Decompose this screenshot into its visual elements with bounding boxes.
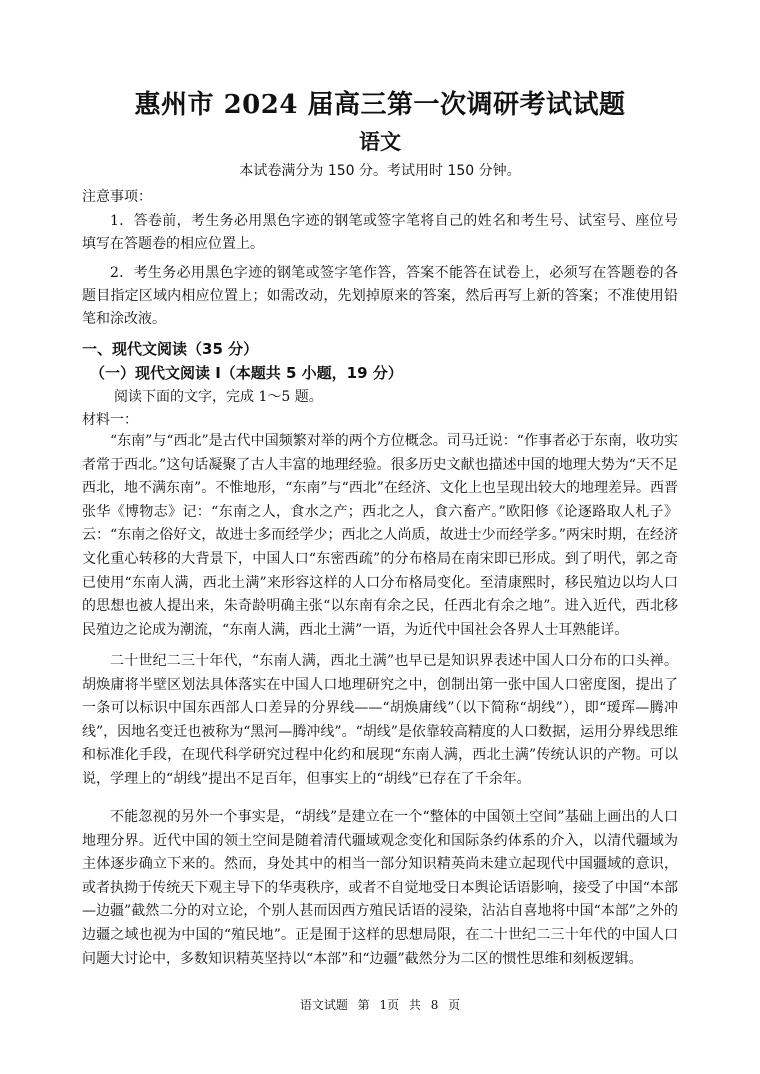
reading-instruction: 阅读下面的文字，完成 1～5 题。: [114, 389, 323, 405]
page-footer: 语文试题 第 1页 共 8 页: [299, 998, 461, 1012]
subject-title: 语文: [359, 129, 401, 154]
material-paragraph-3: 不能忽视的另外一个事实是，“胡线”是建立在一个“整体的中国领土空间”基础上画出的人口地理分界。近代中国的领土空间是随着清代疆域观念变化和国际条约体系的介入，以清代疆域为主体逐步确立下来的。然而，身处其中的相当一部分知识精英尚未建立起现代中国疆域的意识，或者执拗于传统天下观主导下的华夷秩序，或者不自觉地受日本舆论话语影响，接受了中国“本部—边疆”截然二分的对立论，个别人甚而因西方殖民话语的浸染，沾沾自喜地将中国“本部”之外的边疆之域也视为中国的“殖民地”。正是囿于这样的思想局限，在二十世纪二三十年代的中国人口问题大讨论中，多数知识精英坚持以“本部”和“边疆”截然分为二区的惯性思维和刻板逻辑。: [82, 809, 678, 967]
subsection-heading: （一）现代文阅读 I（本题共 5 小题，19 分）: [90, 364, 403, 382]
exam-info: 本试卷满分为 150 分。考试用时 150 分钟。: [239, 163, 521, 179]
material-paragraph-2: 二十世纪二三十年代，“东南人满，西北土满”也早已是知识界表述中国人口分布的口头禅。胡焕庸将半壁区划法具体落实在中国人口地理研究之中，创制出第一张中国人口密度图，提出了一条可以标识中国东西部人口差异的分界线——“胡焕庸线”（以下简称“胡线”），即“瑷珲—腾冲线”，因地名变迁也被称为“黑河—腾冲线”。“胡线”是依靠较高精度的人口数据，运用分界线思维和标准化手段，在现代科学研究过程中化约和展现“东南人满，西北土满”传统认识的产物。可以说，学理上的“胡线”提出不足百年，但事实上的“胡线”已存在了千余年。: [82, 653, 678, 787]
material-paragraph-1: “东南”与“西北”是古代中国频繁对举的两个方位概念。司马迁说：“作事者必于东南，收功实者常于西北。”这句话凝聚了古人丰富的地理经验。很多历史文献也描述中国的地理大势为“天不足西北，地不满东南”。不惟地形，“东南”与“西北”在经济、文化上也呈现出较大的地理差异。西晋张华《博物志》记：“东南之人，食水之产；西北之人，食六畜产。”欧阳修《论逐路取人札子》云：“东南之俗好文，故进士多而经学少；西北之人尚质，故进士少而经学多。”两宋时期，在经济文化重心转移的大背景下，中国人口“东密西疏”的分布格局在南宋即已形成。到了明代，郭之奇已使用“东南人满，西北土满”来形容这样的人口分布格局变化。至清康熙时，移民殖边以均人口的思想也被人提出来，朱奇龄明确主张“以东南有余之民，任西北有余之地”。进入近代，西北移民殖边之论成为潮流，“东南人满，西北土满”一语，为近代中国社会各界人士耳熟能详。: [82, 433, 678, 638]
notice-heading: 注意事项：: [82, 189, 152, 205]
notice-item-2: 2．考生务必用黑色字迹的钢笔或签字笔作答，答案不能答在试卷上，必须写在答题卷的各题目指定区域内相应位置上；如需改动，先划掉原来的答案，然后再写上新的答案；不准使用铅笔和涂改液。: [82, 265, 678, 327]
notice-item-1: 1．答卷前，考生务必用黑色字迹的钢笔或签字笔将自己的姓名和考生号、试室号、座位号填写在答题卷的相应位置上。: [82, 213, 678, 252]
exam-title: 惠州市 2024 届高三第一次调研考试试题: [134, 90, 626, 120]
material-label: 材料一：: [82, 412, 138, 428]
section-heading: 一、现代文阅读（35 分）: [82, 340, 259, 358]
